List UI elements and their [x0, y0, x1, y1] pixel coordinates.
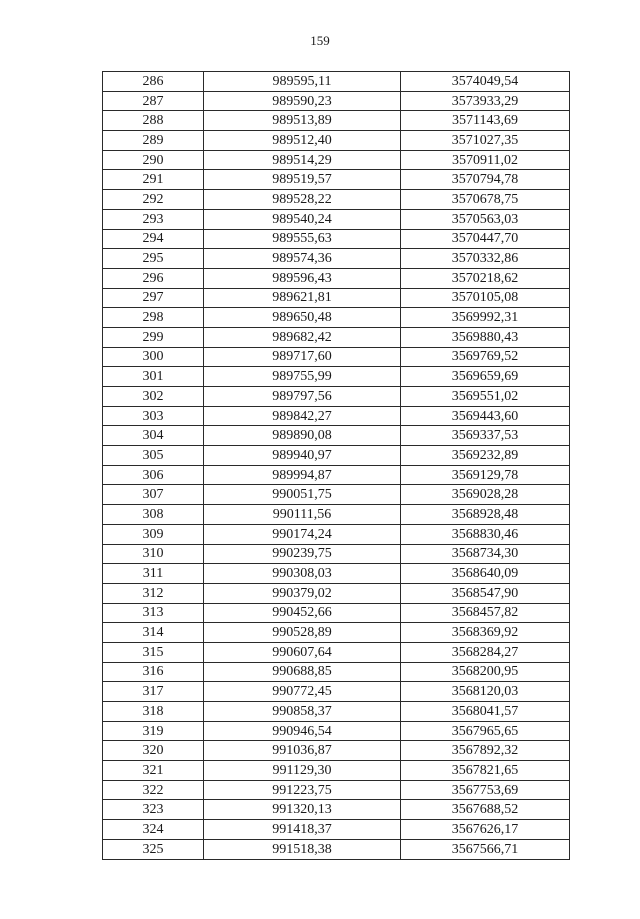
y-coordinate-cell: 3568041,57	[401, 702, 570, 722]
y-coordinate-cell: 3567626,17	[401, 820, 570, 840]
table-row	[103, 111, 570, 131]
y-coordinate-cell: 3567965,65	[401, 721, 570, 741]
x-coordinate-cell: 989682,42	[204, 327, 401, 347]
y-coordinate-cell: 3570678,75	[401, 190, 570, 210]
point-number-cell: 321	[103, 761, 204, 781]
y-coordinate-cell: 3569769,52	[401, 347, 570, 367]
table-row	[103, 662, 570, 682]
table-row	[103, 603, 570, 623]
y-coordinate-cell: 3567753,69	[401, 780, 570, 800]
x-coordinate-cell: 990452,66	[204, 603, 401, 623]
point-number-cell: 320	[103, 741, 204, 761]
point-number-cell: 319	[103, 721, 204, 741]
table-row	[103, 268, 570, 288]
table-row	[103, 229, 570, 249]
point-number-cell: 304	[103, 426, 204, 446]
x-coordinate-cell: 990174,24	[204, 524, 401, 544]
x-coordinate-cell: 990772,45	[204, 682, 401, 702]
x-coordinate-cell: 990688,85	[204, 662, 401, 682]
point-number-cell: 316	[103, 662, 204, 682]
point-number-cell: 302	[103, 387, 204, 407]
table-row	[103, 642, 570, 662]
x-coordinate-cell: 989755,99	[204, 367, 401, 387]
table-row	[103, 406, 570, 426]
table-row	[103, 170, 570, 190]
point-number-cell: 301	[103, 367, 204, 387]
table-row	[103, 249, 570, 269]
x-coordinate-cell: 989842,27	[204, 406, 401, 426]
point-number-cell: 298	[103, 308, 204, 328]
x-coordinate-cell: 989540,24	[204, 209, 401, 229]
x-coordinate-cell: 990111,56	[204, 505, 401, 525]
x-coordinate-cell: 990528,89	[204, 623, 401, 643]
table-row	[103, 446, 570, 466]
point-number-cell: 309	[103, 524, 204, 544]
table-row	[103, 800, 570, 820]
point-number-cell: 324	[103, 820, 204, 840]
y-coordinate-cell: 3567566,71	[401, 839, 570, 859]
y-coordinate-cell: 3569992,31	[401, 308, 570, 328]
table-row	[103, 682, 570, 702]
table-row	[103, 485, 570, 505]
y-coordinate-cell: 3568734,30	[401, 544, 570, 564]
x-coordinate-cell: 989596,43	[204, 268, 401, 288]
y-coordinate-cell: 3568284,27	[401, 642, 570, 662]
x-coordinate-cell: 991518,38	[204, 839, 401, 859]
y-coordinate-cell: 3568200,95	[401, 662, 570, 682]
point-number-cell: 312	[103, 583, 204, 603]
table-row	[103, 702, 570, 722]
x-coordinate-cell: 989514,29	[204, 150, 401, 170]
x-coordinate-cell: 989595,11	[204, 72, 401, 92]
coordinates-table	[102, 71, 570, 860]
y-coordinate-cell: 3568369,92	[401, 623, 570, 643]
y-coordinate-cell: 3569129,78	[401, 465, 570, 485]
point-number-cell: 297	[103, 288, 204, 308]
point-number-cell: 317	[103, 682, 204, 702]
y-coordinate-cell: 3567892,32	[401, 741, 570, 761]
table-row	[103, 544, 570, 564]
page-number: 159	[310, 33, 330, 48]
table-row	[103, 623, 570, 643]
point-number-cell: 289	[103, 131, 204, 151]
table-row	[103, 721, 570, 741]
table-row	[103, 308, 570, 328]
y-coordinate-cell: 3568120,03	[401, 682, 570, 702]
y-coordinate-cell: 3569028,28	[401, 485, 570, 505]
table-row	[103, 288, 570, 308]
table-row	[103, 209, 570, 229]
x-coordinate-cell: 989590,23	[204, 91, 401, 111]
table-row	[103, 387, 570, 407]
y-coordinate-cell: 3570563,03	[401, 209, 570, 229]
point-number-cell: 291	[103, 170, 204, 190]
x-coordinate-cell: 991418,37	[204, 820, 401, 840]
table-row	[103, 741, 570, 761]
point-number-cell: 306	[103, 465, 204, 485]
y-coordinate-cell: 3569337,53	[401, 426, 570, 446]
point-number-cell: 290	[103, 150, 204, 170]
x-coordinate-cell: 989621,81	[204, 288, 401, 308]
point-number-cell: 303	[103, 406, 204, 426]
table-row	[103, 820, 570, 840]
point-number-cell: 300	[103, 347, 204, 367]
x-coordinate-cell: 991223,75	[204, 780, 401, 800]
point-number-cell: 308	[103, 505, 204, 525]
point-number-cell: 311	[103, 564, 204, 584]
y-coordinate-cell: 3568547,90	[401, 583, 570, 603]
table-row	[103, 505, 570, 525]
table-row	[103, 150, 570, 170]
point-number-cell: 314	[103, 623, 204, 643]
y-coordinate-cell: 3568830,46	[401, 524, 570, 544]
x-coordinate-cell: 991320,13	[204, 800, 401, 820]
x-coordinate-cell: 989797,56	[204, 387, 401, 407]
table-row	[103, 761, 570, 781]
x-coordinate-cell: 989513,89	[204, 111, 401, 131]
x-coordinate-cell: 989519,57	[204, 170, 401, 190]
y-coordinate-cell: 3570447,70	[401, 229, 570, 249]
point-number-cell: 294	[103, 229, 204, 249]
y-coordinate-cell: 3568640,09	[401, 564, 570, 584]
y-coordinate-cell: 3570794,78	[401, 170, 570, 190]
point-number-cell: 305	[103, 446, 204, 466]
x-coordinate-cell: 991036,87	[204, 741, 401, 761]
point-number-cell: 313	[103, 603, 204, 623]
table-row	[103, 190, 570, 210]
y-coordinate-cell: 3570332,86	[401, 249, 570, 269]
table-row	[103, 72, 570, 92]
y-coordinate-cell: 3569551,02	[401, 387, 570, 407]
point-number-cell: 315	[103, 642, 204, 662]
table-row	[103, 426, 570, 446]
x-coordinate-cell: 989528,22	[204, 190, 401, 210]
table-row	[103, 564, 570, 584]
y-coordinate-cell: 3571027,35	[401, 131, 570, 151]
table-row	[103, 839, 570, 859]
point-number-cell: 287	[103, 91, 204, 111]
x-coordinate-cell: 989890,08	[204, 426, 401, 446]
point-number-cell: 293	[103, 209, 204, 229]
point-number-cell: 322	[103, 780, 204, 800]
point-number-cell: 307	[103, 485, 204, 505]
point-number-cell: 288	[103, 111, 204, 131]
y-coordinate-cell: 3567821,65	[401, 761, 570, 781]
y-coordinate-cell: 3569659,69	[401, 367, 570, 387]
x-coordinate-cell: 989994,87	[204, 465, 401, 485]
x-coordinate-cell: 989650,48	[204, 308, 401, 328]
x-coordinate-cell: 989555,63	[204, 229, 401, 249]
point-number-cell: 323	[103, 800, 204, 820]
x-coordinate-cell: 990607,64	[204, 642, 401, 662]
point-number-cell: 299	[103, 327, 204, 347]
point-number-cell: 286	[103, 72, 204, 92]
table-row	[103, 524, 570, 544]
x-coordinate-cell: 990308,03	[204, 564, 401, 584]
table-row	[103, 347, 570, 367]
y-coordinate-cell: 3568928,48	[401, 505, 570, 525]
table-row	[103, 327, 570, 347]
coordinates-table-body	[103, 72, 570, 860]
y-coordinate-cell: 3569443,60	[401, 406, 570, 426]
point-number-cell: 292	[103, 190, 204, 210]
table-row	[103, 780, 570, 800]
x-coordinate-cell: 990379,02	[204, 583, 401, 603]
x-coordinate-cell: 990051,75	[204, 485, 401, 505]
x-coordinate-cell: 989940,97	[204, 446, 401, 466]
x-coordinate-cell: 989574,36	[204, 249, 401, 269]
point-number-cell: 310	[103, 544, 204, 564]
y-coordinate-cell: 3574049,54	[401, 72, 570, 92]
x-coordinate-cell: 989717,60	[204, 347, 401, 367]
y-coordinate-cell: 3570218,62	[401, 268, 570, 288]
x-coordinate-cell: 990858,37	[204, 702, 401, 722]
point-number-cell: 325	[103, 839, 204, 859]
y-coordinate-cell: 3568457,82	[401, 603, 570, 623]
y-coordinate-cell: 3571143,69	[401, 111, 570, 131]
y-coordinate-cell: 3569232,89	[401, 446, 570, 466]
table-row	[103, 465, 570, 485]
x-coordinate-cell: 990946,54	[204, 721, 401, 741]
table-row	[103, 367, 570, 387]
y-coordinate-cell: 3570911,02	[401, 150, 570, 170]
x-coordinate-cell: 990239,75	[204, 544, 401, 564]
table-row	[103, 583, 570, 603]
table-row	[103, 91, 570, 111]
point-number-cell: 318	[103, 702, 204, 722]
y-coordinate-cell: 3567688,52	[401, 800, 570, 820]
table-row	[103, 131, 570, 151]
y-coordinate-cell: 3570105,08	[401, 288, 570, 308]
x-coordinate-cell: 989512,40	[204, 131, 401, 151]
point-number-cell: 296	[103, 268, 204, 288]
x-coordinate-cell: 991129,30	[204, 761, 401, 781]
y-coordinate-cell: 3573933,29	[401, 91, 570, 111]
point-number-cell: 295	[103, 249, 204, 269]
y-coordinate-cell: 3569880,43	[401, 327, 570, 347]
